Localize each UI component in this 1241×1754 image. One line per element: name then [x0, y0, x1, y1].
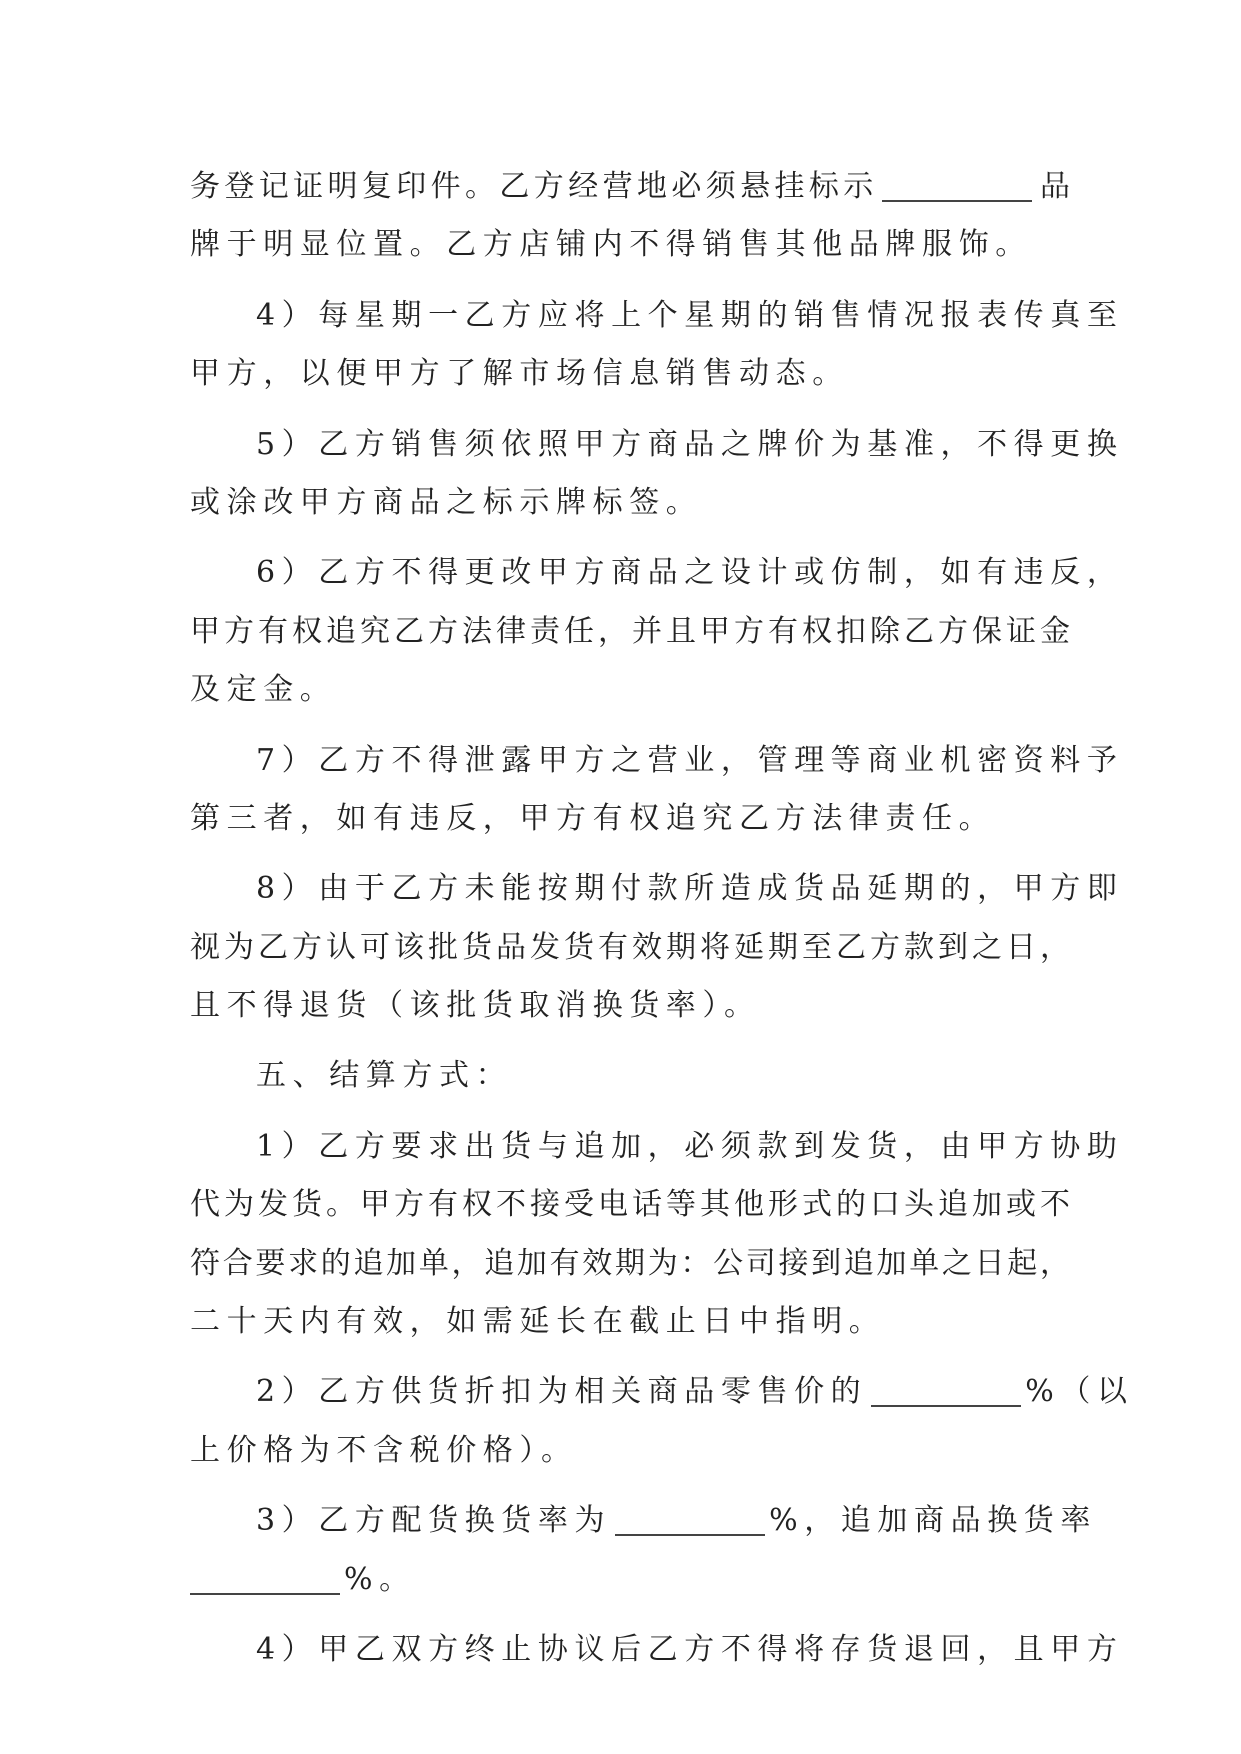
text-segment: %。 [344, 1561, 416, 1597]
text-segment: 务登记证明复印件。乙方经营地必须悬挂标示 [190, 169, 878, 204]
text-segment: 2）乙方供货折扣为相关商品零售价的 [256, 1374, 868, 1410]
paragraph-line: 符合要求的追加单，追加有效期为：公司接到追加单之日起， [190, 1245, 1070, 1281]
paragraph-line: 上价格为不含税价格）。 [190, 1432, 578, 1468]
paragraph-line [190, 1551, 1070, 1609]
paragraph-line: 且不得退货（该批货取消换货率）。 [190, 988, 761, 1024]
fill-in-blank [615, 1534, 765, 1536]
paragraph-line: 牌于明显位置。乙方店铺内不得销售其他品牌服饰。 [190, 227, 1032, 263]
paragraph-line: 4）甲乙双方终止协议后乙方不得将存货退回，且甲方 [256, 1631, 1124, 1667]
text-segment: 3）乙方配货换货率为 [256, 1503, 612, 1539]
paragraph-line [190, 1492, 1097, 1550]
paragraph-line [190, 158, 1070, 216]
paragraph-line [190, 1363, 1134, 1421]
paragraph-line: 代为发货。甲方有权不接受电话等其他形式的口头追加或不 [190, 1187, 1070, 1223]
document-body [190, 158, 1134, 1679]
paragraph-line: 甲方有权追究乙方法律责任，并且甲方有权扣除乙方保证金 [190, 613, 1070, 649]
fill-in-blank [882, 200, 1032, 202]
paragraph-line: 或涂改甲方商品之标示牌标签。 [190, 484, 703, 520]
paragraph-line: 4）每星期一乙方应将上个星期的销售情况报表传真至 [256, 297, 1124, 333]
paragraph-line: 6）乙方不得更改甲方商品之设计或仿制，如有违反， [256, 555, 1124, 591]
text-segment: %，追加商品换货率 [769, 1503, 1097, 1539]
paragraph-line: 5）乙方销售须依照甲方商品之牌价为基准，不得更换 [256, 426, 1124, 462]
paragraph-line: 第三者，如有违反，甲方有权追究乙方法律责任。 [190, 800, 996, 836]
paragraph-line: 7）乙方不得泄露甲方之营业，管理等商业机密资料予 [256, 742, 1124, 778]
paragraph-line: 甲方，以便甲方了解市场信息销售动态。 [190, 356, 849, 392]
paragraph-line: 二十天内有效，如需延长在截止日中指明。 [190, 1304, 886, 1340]
section-heading: 五、结算方式： [256, 1058, 513, 1094]
fill-in-blank [871, 1405, 1021, 1407]
paragraph-line: 及定金。 [190, 672, 337, 708]
paragraph-line: 1）乙方要求出货与追加，必须款到发货，由甲方协助 [256, 1128, 1124, 1164]
paragraph-line: 8）由于乙方未能按期付款所造成货品延期的，甲方即 [256, 871, 1124, 907]
text-segment: %（以 [1025, 1374, 1134, 1410]
text-segment: 品 [1035, 169, 1071, 204]
fill-in-blank [190, 1593, 340, 1595]
paragraph-line: 视为乙方认可该批货品发货有效期将延期至乙方款到之日， [190, 929, 1070, 965]
